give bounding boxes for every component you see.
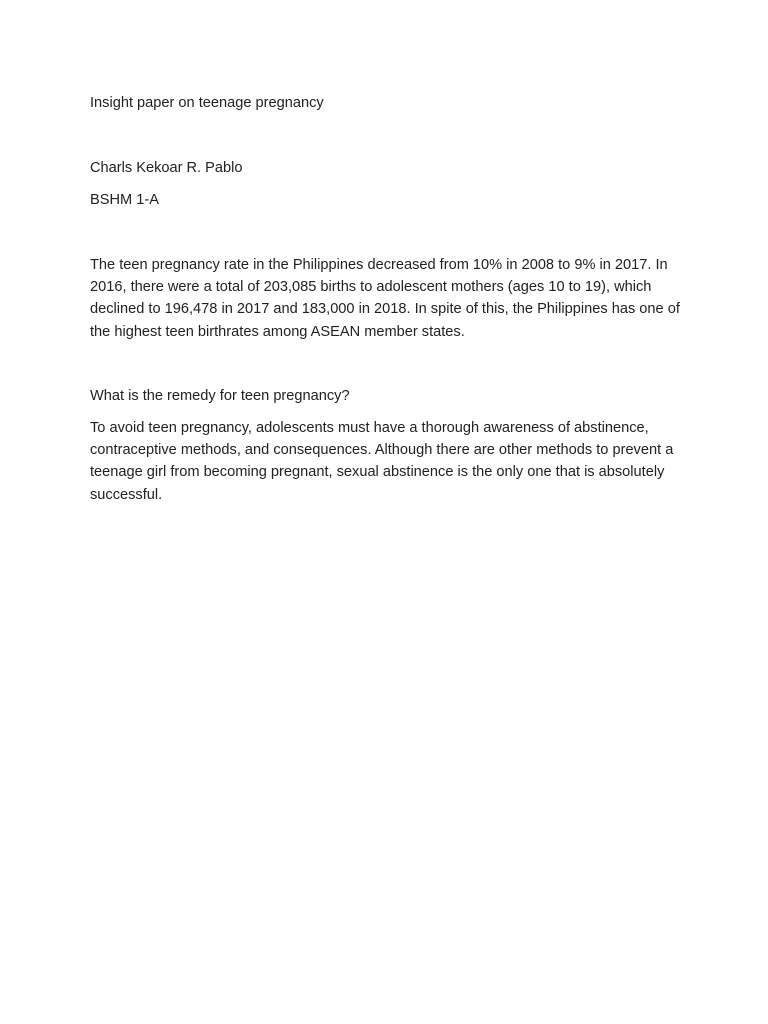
paragraph-remedy: To avoid teen pregnancy, adolescents must have a thorough awareness of abstinence, contraceptive methods, and consequences. Although there are other methods to prevent a teenage girl from becoming pregnant, sexual abstinence is the only one that is absolutely successful. [90,420,674,503]
paragraph-statistics: The teen pregnancy rate in the Philippines decreased from 10% in 2008 to 9% in 2017. In 2016, there were a total of 203,085 births to adolescent mothers (ages 10 to 19), which declined to 196,478 in 2017 and 183,000 in 2018. In spite of this, the Philippines has one of the highest teen birthrates among ASEAN member states. [90,257,680,340]
author-name: Charls Kekoar R. Pablo [90,160,243,176]
course-section: BSHM 1-A [90,192,159,208]
document-title: Insight paper on teenage pregnancy [90,95,324,111]
question-heading: What is the remedy for teen pregnancy? [90,388,350,404]
